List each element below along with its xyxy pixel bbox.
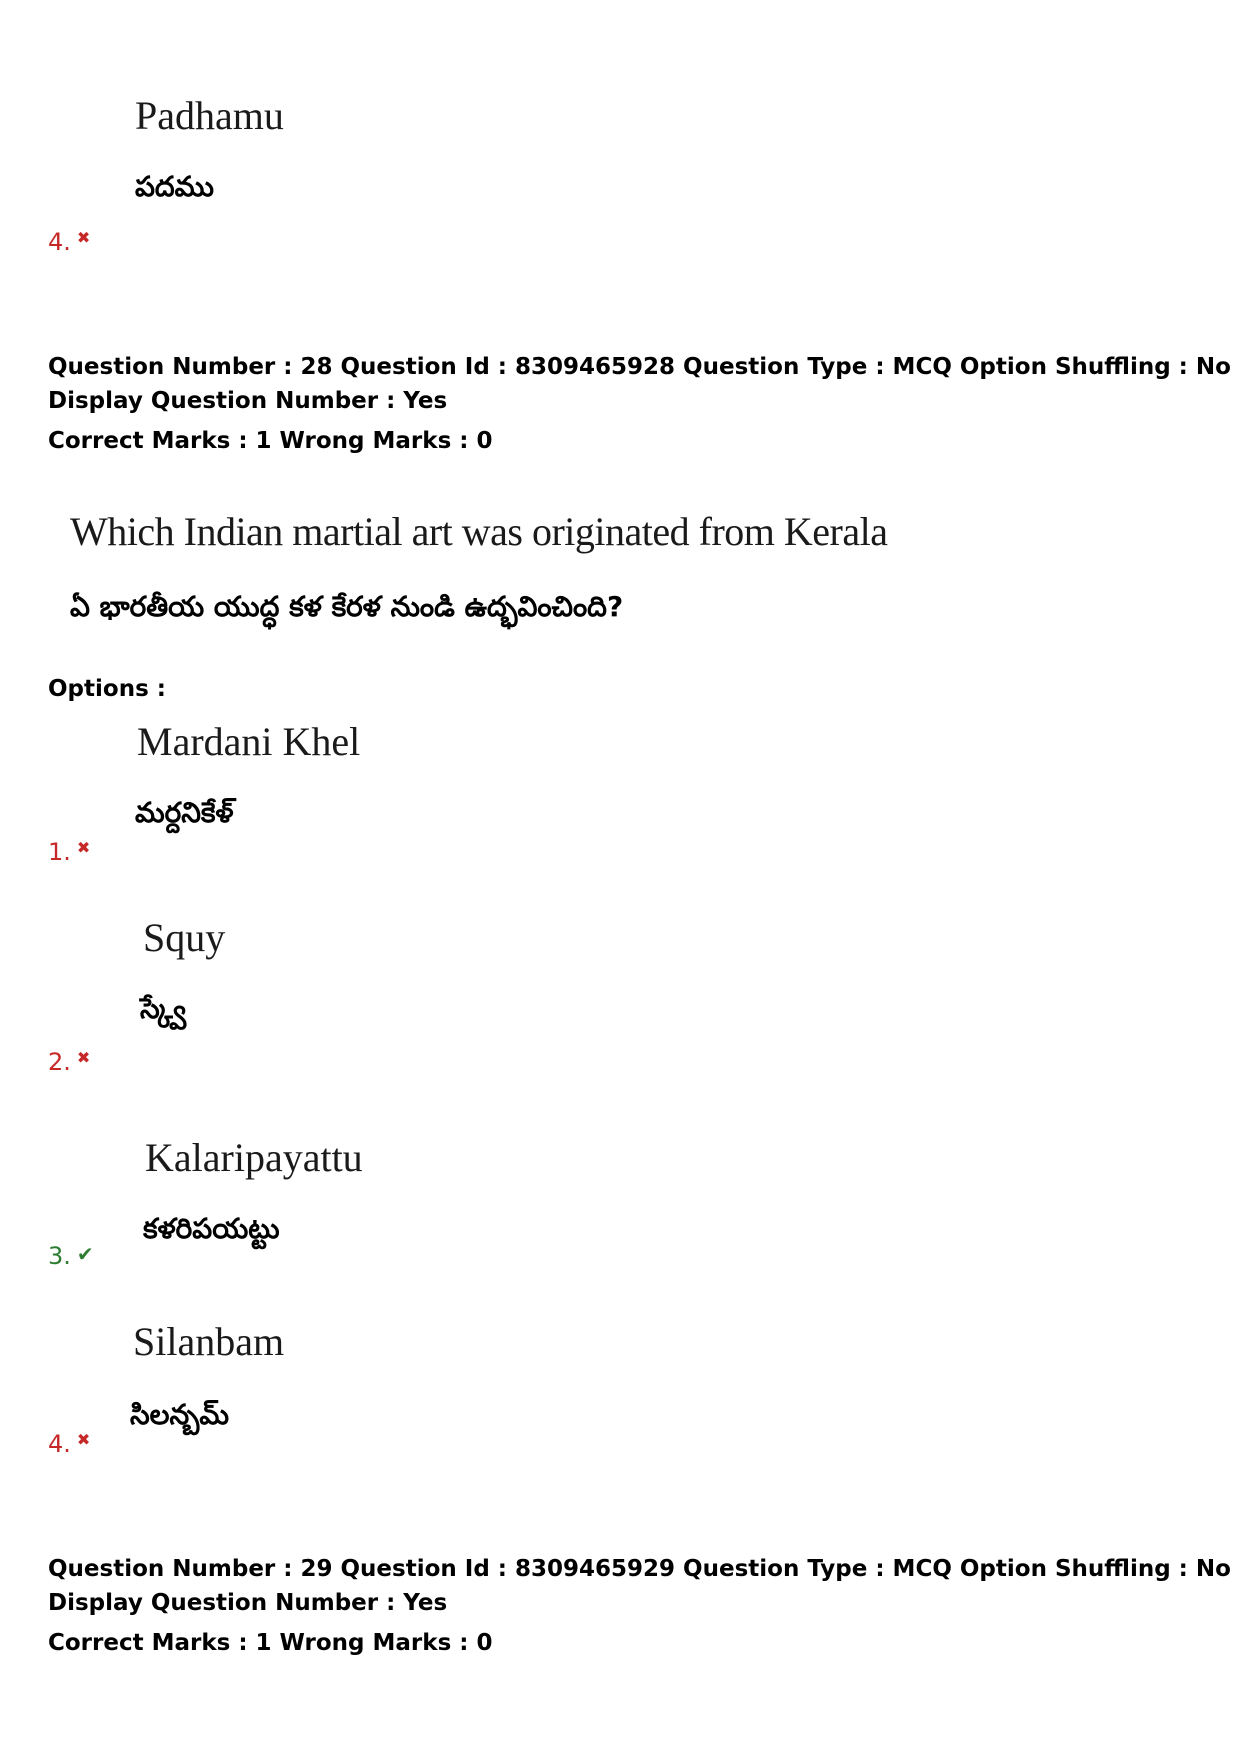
- q28-option-4-telugu: సిలన్బమ్: [130, 1398, 230, 1431]
- q28-question-telugu: ఏ భారతీయ యుద్ధ కళ కేరళ నుండి ఉద్భవించింది?: [70, 590, 624, 623]
- q29-meta-line3: Correct Marks : 1 Wrong Marks : 0: [48, 1630, 493, 1656]
- q28-option-4-english: Silanbam: [133, 1319, 285, 1364]
- cross-icon: ✖: [76, 1430, 91, 1449]
- option-number-label: 4.: [48, 1430, 71, 1458]
- q28-meta-line1: Question Number : 28 Question Id : 8309465928 Question Type : MCQ Option Shuffling : No: [48, 354, 1231, 380]
- q28-meta-line3: Correct Marks : 1 Wrong Marks : 0: [48, 428, 493, 454]
- prev-option-4-number: [48, 228, 90, 256]
- q28-meta-line2: Display Question Number : Yes: [48, 388, 448, 414]
- cross-icon: ✖: [76, 228, 91, 247]
- q29-meta-line1: Question Number : 29 Question Id : 8309465929 Question Type : MCQ Option Shuffling : No: [48, 1556, 1231, 1582]
- prev-option-4-english: Padhamu: [135, 93, 284, 138]
- option-number-label: 2.: [48, 1048, 71, 1076]
- q29-meta-line2: Display Question Number : Yes: [48, 1590, 448, 1616]
- q28-option-1-telugu: మర్దనికేళ్: [135, 796, 234, 829]
- q28-option-2-english: Squy: [143, 915, 226, 960]
- q28-option-4-number: [48, 1430, 90, 1458]
- q28-option-2-telugu: స్క్వే: [140, 992, 187, 1025]
- q28-option-1-number: [48, 838, 90, 866]
- q28-option-3-telugu: కళరిపయట్టు: [143, 1212, 280, 1245]
- q28-options-label: Options :: [48, 676, 166, 702]
- option-number-label: 1.: [48, 838, 71, 866]
- q28-option-1-english: Mardani Khel: [137, 719, 361, 764]
- cross-icon: ✖: [76, 1048, 91, 1067]
- q28-question-english: Which Indian martial art was originated from Kerala: [70, 509, 888, 554]
- prev-option-4-telugu: పదము: [135, 170, 214, 203]
- q28-option-2-number: [48, 1048, 90, 1076]
- cross-icon: ✖: [76, 838, 91, 857]
- q28-option-3-english: Kalaripayattu: [145, 1135, 363, 1180]
- option-number-label: 4.: [48, 228, 71, 256]
- checkmark-icon: ✔: [76, 1242, 94, 1266]
- option-number-label: 3.: [48, 1242, 71, 1270]
- q28-option-3-number: [48, 1242, 94, 1270]
